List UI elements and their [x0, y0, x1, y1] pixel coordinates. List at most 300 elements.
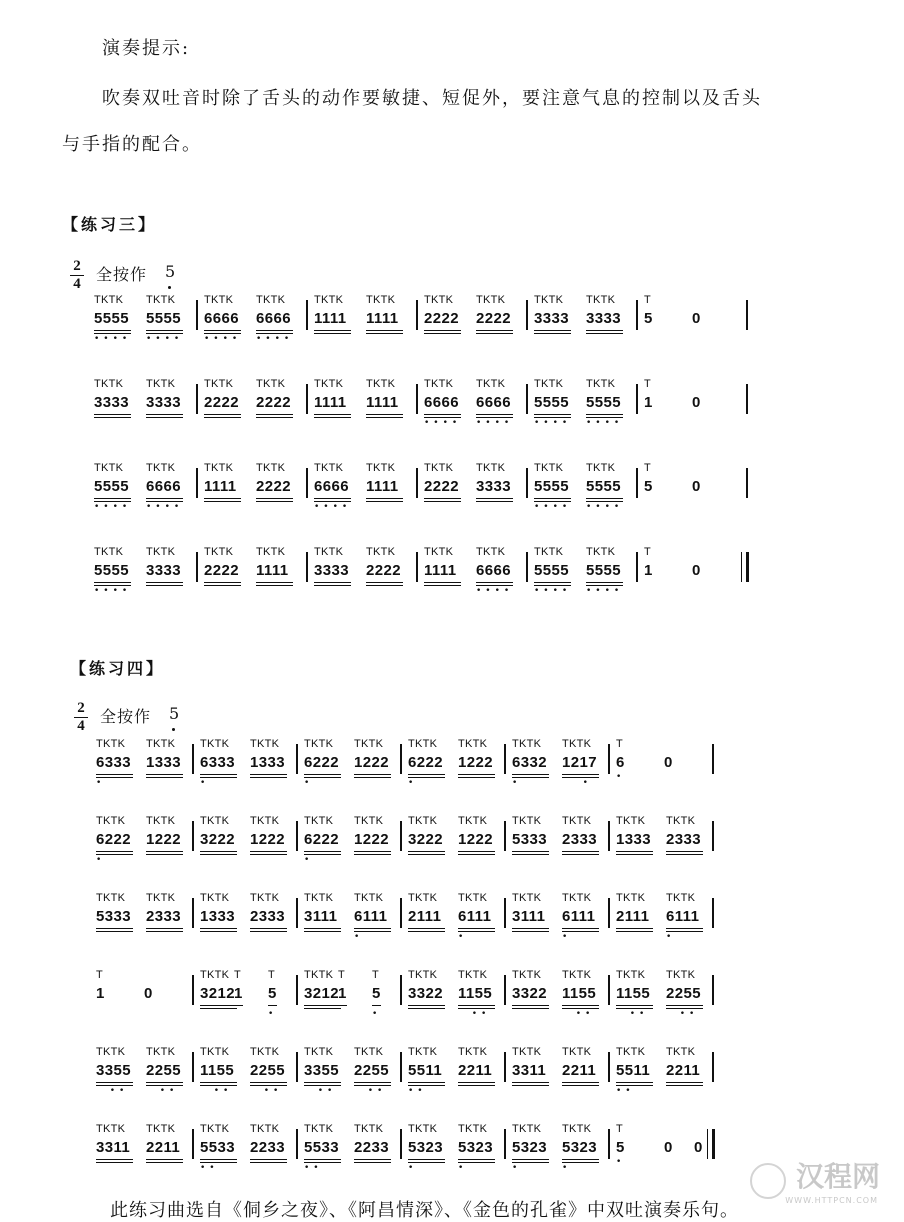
tongue-syllables: TKTK: [616, 815, 646, 827]
beam-line: [94, 414, 131, 415]
beam-line: [146, 854, 183, 855]
octave-dots: ••••: [586, 586, 624, 596]
jianpu-notes: 2111: [408, 908, 442, 925]
jianpu-notes: 6666: [256, 310, 291, 327]
beam-line: [256, 585, 293, 586]
barline: [712, 744, 714, 774]
beam-line: [96, 1082, 133, 1083]
barline: [306, 300, 308, 330]
barline: [306, 468, 308, 498]
jianpu-notes: 3355: [96, 1062, 131, 1079]
octave-dots: ••••: [94, 586, 132, 596]
jianpu-notes: 6666: [476, 394, 511, 411]
octave-dots: ••: [562, 1009, 595, 1019]
beam-line: [458, 774, 495, 775]
octave-dots: •: [268, 1009, 278, 1019]
jianpu-notes: 0: [664, 1139, 673, 1156]
beam-line: [304, 928, 341, 929]
octave-dots: •: [304, 855, 334, 865]
beam-line: [666, 1082, 703, 1083]
jianpu-notes: 6: [616, 754, 625, 771]
beam-line: [234, 1005, 243, 1006]
beam-line: [458, 1005, 495, 1006]
beam-line: [338, 1005, 347, 1006]
octave-dots: •: [354, 932, 384, 942]
beam-line: [408, 1082, 445, 1083]
jianpu-notes: 1155: [200, 1062, 235, 1079]
jianpu-notes: 1111: [424, 562, 457, 579]
tongue-syllables: TKTK: [534, 546, 564, 558]
tongue-syllables: TKTK: [94, 294, 124, 306]
barline: [296, 1052, 298, 1082]
barline: [504, 744, 506, 774]
barline: [416, 468, 418, 498]
tongue-syllables: TKTK: [408, 892, 438, 904]
tongue-syllables: TKTK: [366, 378, 396, 390]
barline: [196, 552, 198, 582]
beam-line: [534, 414, 571, 415]
beam-line: [408, 928, 445, 929]
barline: [296, 821, 298, 851]
jianpu-notes: 1155: [458, 985, 493, 1002]
octave-dots: •: [512, 778, 542, 788]
beam-line: [354, 1159, 391, 1160]
jianpu-notes: 5555: [586, 478, 621, 495]
octave-dots: ••••: [534, 586, 572, 596]
beam-line: [204, 501, 241, 502]
beam-line: [424, 330, 461, 331]
jianpu-notes: 5: [644, 310, 653, 327]
barline: [712, 898, 714, 928]
jianpu-notes: 5511: [616, 1062, 651, 1079]
beam-line: [250, 774, 287, 775]
beam-line: [96, 928, 133, 929]
beam-line: [534, 498, 571, 499]
exercise3-header: [70, 258, 270, 298]
jianpu-notes: 3333: [146, 562, 181, 579]
tongue-syllables: TKTK: [562, 738, 592, 750]
tongue-syllables: TKTK: [458, 738, 488, 750]
beam-line: [146, 774, 183, 775]
barline: [712, 1052, 714, 1082]
tongue-syllables: TKTK: [562, 892, 592, 904]
beam-line: [458, 854, 495, 855]
tongue-syllables: TKTK: [616, 1046, 646, 1058]
beam-line: [94, 330, 131, 331]
jianpu-notes: 2222: [424, 478, 459, 495]
score-row: [94, 546, 754, 630]
beam-line: [200, 854, 237, 855]
beam-line: [146, 498, 183, 499]
jianpu-notes: 6111: [458, 908, 492, 925]
octave-dots: ••: [200, 1163, 233, 1173]
tongue-syllables: TKTK: [250, 738, 280, 750]
tongue-syllables: TKTK: [146, 546, 176, 558]
beam-line: [354, 928, 391, 929]
tongue-syllables: TKTK: [256, 462, 286, 474]
tongue-syllables: TKTK: [304, 738, 334, 750]
jianpu-notes: 6111: [666, 908, 700, 925]
jianpu-notes: 6332: [512, 754, 547, 771]
beam-line: [366, 585, 403, 586]
tongue-syllables: TKTK: [512, 738, 542, 750]
tongue-syllables: TKTK: [476, 546, 506, 558]
barline: [504, 975, 506, 1005]
time-signature-bottom: 4: [74, 717, 88, 735]
barline: [712, 975, 714, 1005]
tongue-syllables: TKTK: [304, 892, 334, 904]
beam-line: [204, 417, 241, 418]
beam-line: [366, 498, 403, 499]
beam-line: [146, 931, 183, 932]
score-row: [96, 1123, 716, 1200]
barline: [608, 1052, 610, 1082]
tongue-syllables: T: [644, 294, 652, 306]
beam-line: [200, 851, 237, 852]
jianpu-notes: 2111: [616, 908, 650, 925]
barline: [608, 744, 610, 774]
beam-line: [146, 414, 183, 415]
octave-dots: •: [616, 1157, 626, 1167]
exercise4-title: 【练习四】: [70, 659, 166, 678]
jianpu-notes: 3222: [408, 831, 443, 848]
beam-line: [250, 851, 287, 852]
barline: [416, 300, 418, 330]
jianpu-notes: 3333: [94, 394, 129, 411]
beam-line: [512, 851, 549, 852]
jianpu-notes: 1222: [354, 831, 389, 848]
beam-line: [366, 330, 403, 331]
final-barline: [746, 552, 749, 582]
tongue-syllables: TKTK: [616, 969, 646, 981]
beam-line: [256, 417, 293, 418]
jianpu-notes: 6666: [204, 310, 239, 327]
beam-line: [512, 928, 549, 929]
octave-dots: ••: [96, 1086, 129, 1096]
tips-line-2: 与手指的配合。: [62, 134, 202, 155]
beam-line: [96, 1159, 133, 1160]
jianpu-notes: 1155: [616, 985, 651, 1002]
tongue-syllables: TKTK: [354, 738, 384, 750]
barline: [608, 975, 610, 1005]
tongue-syllables: TKTK: [354, 892, 384, 904]
octave-dots: ••: [250, 1086, 283, 1096]
jianpu-notes: 3333: [146, 394, 181, 411]
beam-line: [512, 1005, 549, 1006]
tongue-syllables: TKTK: [204, 546, 234, 558]
jianpu-notes: 5555: [94, 562, 129, 579]
jianpu-notes: 1217: [562, 754, 597, 771]
barline: [636, 300, 638, 330]
exercise3-score: [94, 294, 754, 630]
tongue-syllables: TKTK: [314, 462, 344, 474]
final-barline-thin: [741, 552, 742, 582]
beam-line: [204, 498, 241, 499]
jianpu-notes: 0: [692, 310, 701, 327]
jianpu-notes: 2255: [250, 1062, 285, 1079]
beam-line: [314, 498, 351, 499]
jianpu-notes: 6222: [408, 754, 443, 771]
score-row: [96, 738, 716, 815]
jianpu-notes: 5: [372, 985, 381, 1002]
jianpu-notes: 2222: [256, 478, 291, 495]
beam-line: [250, 854, 287, 855]
tongue-syllables: TKTK: [200, 815, 230, 827]
beam-line: [562, 1005, 599, 1006]
barline: [746, 300, 748, 330]
tongue-syllables: TKTK: [96, 738, 126, 750]
jianpu-notes: 5555: [534, 394, 569, 411]
tongue-syllables: T: [644, 462, 652, 474]
barline: [636, 552, 638, 582]
tongue-syllables: TKTK: [666, 815, 696, 827]
key-note-dot: [172, 728, 175, 731]
key-note: 5: [165, 262, 176, 281]
octave-dots: ••••: [534, 502, 572, 512]
octave-dots: ••••: [534, 418, 572, 428]
tongue-syllables: TKTK: [616, 892, 646, 904]
tongue-syllables: TKTK: [200, 892, 230, 904]
beam-line: [616, 851, 653, 852]
tongue-syllables: TKTK: [314, 546, 344, 558]
barline: [636, 384, 638, 414]
beam-line: [146, 1162, 183, 1163]
octave-dots: •: [562, 932, 592, 942]
tongue-syllables: TKTK: [354, 1046, 384, 1058]
jianpu-notes: 2233: [354, 1139, 389, 1156]
jianpu-notes: 3333: [314, 562, 349, 579]
beam-line: [408, 1008, 445, 1009]
beam-line: [94, 417, 131, 418]
beam-line: [562, 851, 599, 852]
beam-line: [512, 854, 549, 855]
tongue-syllables: TKTK: [200, 1123, 230, 1135]
tongue-syllables: TKTK: [314, 294, 344, 306]
jianpu-notes: 3111: [304, 908, 338, 925]
beam-line: [586, 498, 623, 499]
score-row: [96, 969, 716, 1046]
octave-dots: ••••: [476, 586, 514, 596]
octave-dots: ••••: [586, 418, 624, 428]
jianpu-notes: 6333: [96, 754, 131, 771]
barline: [400, 898, 402, 928]
tongue-syllables: TKTK: [666, 1046, 696, 1058]
beam-line: [250, 1082, 287, 1083]
beam-line: [204, 585, 241, 586]
tongue-syllables: T: [96, 969, 104, 981]
tips-line-1: 吹奏双吐音时除了舌头的动作要敏捷、短促外，要注意气息的控制以及舌头: [102, 88, 762, 109]
watermark-brand: 汉程网: [795, 1160, 880, 1193]
beam-line: [146, 417, 183, 418]
beam-line: [424, 414, 461, 415]
beam-line: [146, 330, 183, 331]
jianpu-notes: 6333: [200, 754, 235, 771]
beam-line: [250, 1162, 287, 1163]
beam-line: [616, 854, 653, 855]
jianpu-notes: 3322: [512, 985, 547, 1002]
octave-dots: ••••: [204, 334, 242, 344]
time-signature: [74, 700, 88, 735]
octave-dots: ••: [200, 1086, 233, 1096]
beam-line: [200, 1159, 237, 1160]
tongue-syllables: TKTK: [146, 892, 176, 904]
beam-line: [616, 1082, 653, 1083]
octave-dots: •: [408, 1163, 438, 1173]
jianpu-notes: 5323: [562, 1139, 597, 1156]
beam-line: [250, 1159, 287, 1160]
jianpu-notes: 5: [268, 985, 277, 1002]
jianpu-notes: 5555: [586, 394, 621, 411]
jianpu-notes: 1: [96, 985, 105, 1002]
beam-line: [666, 928, 703, 929]
octave-dots: ••: [354, 1086, 387, 1096]
beam-line: [96, 1162, 133, 1163]
tongue-syllables: TKTK: [586, 294, 616, 306]
tips-title: 演奏提示:: [102, 38, 191, 59]
tongue-syllables: TKTK: [256, 546, 286, 558]
jianpu-notes: 2222: [204, 562, 239, 579]
beam-line: [200, 928, 237, 929]
jianpu-notes: 1222: [458, 831, 493, 848]
time-signature-top: 2: [73, 258, 81, 274]
beam-line: [256, 498, 293, 499]
beam-line: [204, 582, 241, 583]
jianpu-notes: 3212: [200, 985, 235, 1002]
jianpu-notes: 6222: [304, 831, 339, 848]
beam-line: [314, 585, 351, 586]
tongue-syllables: TKTK: [586, 378, 616, 390]
barline: [526, 300, 528, 330]
beam-line: [304, 851, 341, 852]
beam-line: [512, 931, 549, 932]
barline: [296, 975, 298, 1005]
beam-line: [94, 498, 131, 499]
jianpu-notes: 1: [644, 394, 653, 411]
beam-line: [562, 928, 599, 929]
jianpu-notes: 1333: [146, 754, 181, 771]
jianpu-notes: 2222: [476, 310, 511, 327]
tongue-syllables: T: [372, 969, 380, 981]
jianpu-notes: 5555: [94, 478, 129, 495]
octave-dots: ••: [408, 1086, 441, 1096]
jianpu-notes: 1155: [562, 985, 597, 1002]
beam-line: [146, 582, 183, 583]
barline: [504, 1129, 506, 1159]
jianpu-notes: 5333: [512, 831, 547, 848]
tongue-syllables: TKTK: [512, 815, 542, 827]
beam-line: [534, 330, 571, 331]
barline: [400, 1129, 402, 1159]
tongue-syllables: TKTK: [458, 969, 488, 981]
jianpu-notes: 1111: [256, 562, 289, 579]
tongue-syllables: TKTK: [562, 969, 592, 981]
tongue-syllables: TKTK: [96, 892, 126, 904]
time-signature-top: 2: [77, 700, 85, 716]
jianpu-notes: 2233: [250, 1139, 285, 1156]
jianpu-notes: 1222: [458, 754, 493, 771]
jianpu-notes: 2222: [204, 394, 239, 411]
tongue-syllables: TKTK: [304, 815, 334, 827]
beam-line: [476, 414, 513, 415]
beam-line: [304, 1159, 341, 1160]
beam-line: [200, 1008, 237, 1009]
barline: [192, 821, 194, 851]
jianpu-notes: 3322: [408, 985, 443, 1002]
tongue-syllables: TKTK: [408, 815, 438, 827]
jianpu-notes: 0: [144, 985, 153, 1002]
jianpu-notes: 6111: [562, 908, 596, 925]
score-row: [94, 378, 754, 462]
tongue-syllables: TKTK: [200, 969, 230, 981]
tongue-syllables: TKTK: [562, 1123, 592, 1135]
jianpu-notes: 3333: [534, 310, 569, 327]
jianpu-notes: 2255: [666, 985, 701, 1002]
key-label: 全按作: [96, 265, 148, 284]
tongue-syllables: T: [644, 378, 652, 390]
exercise4-score: [96, 738, 716, 1200]
key-note: 5: [169, 704, 180, 723]
barline: [306, 552, 308, 582]
beam-line: [256, 330, 293, 331]
beam-line: [304, 1005, 341, 1006]
score-row: [94, 462, 754, 546]
jianpu-notes: 1111: [314, 310, 347, 327]
tongue-syllables: TKTK: [146, 1046, 176, 1058]
tongue-syllables: TKTK: [562, 1046, 592, 1058]
barline: [746, 468, 748, 498]
tongue-syllables: TKTK: [146, 738, 176, 750]
octave-dots: •: [562, 778, 592, 788]
beam-line: [476, 501, 513, 502]
score-row: [96, 892, 716, 969]
beam-line: [458, 1159, 495, 1160]
barline: [400, 1052, 402, 1082]
beam-line: [256, 501, 293, 502]
beam-line: [458, 1082, 495, 1083]
tongue-syllables: T: [616, 738, 624, 750]
jianpu-notes: 1222: [250, 831, 285, 848]
tongue-syllables: TKTK: [666, 969, 696, 981]
beam-line: [562, 854, 599, 855]
jianpu-notes: 2211: [666, 1062, 701, 1079]
jianpu-notes: 1111: [366, 478, 399, 495]
jianpu-notes: 6666: [146, 478, 181, 495]
tongue-syllables: TKTK: [512, 892, 542, 904]
jianpu-notes: 2255: [146, 1062, 181, 1079]
beam-line: [408, 931, 445, 932]
beam-line: [562, 1082, 599, 1083]
octave-dots: ••••: [424, 418, 462, 428]
beam-line: [512, 1159, 549, 1160]
beam-line: [512, 1082, 549, 1083]
tongue-syllables: TKTK: [586, 462, 616, 474]
jianpu-notes: 3222: [200, 831, 235, 848]
tongue-syllables: TKTK: [586, 546, 616, 558]
jianpu-notes: 5511: [408, 1062, 443, 1079]
beam-line: [250, 928, 287, 929]
barline: [416, 552, 418, 582]
jianpu-notes: 0: [664, 754, 673, 771]
beam-line: [314, 414, 351, 415]
beam-line: [372, 1005, 381, 1006]
beam-line: [354, 851, 391, 852]
jianpu-notes: 5323: [458, 1139, 493, 1156]
jianpu-notes: 1: [644, 562, 653, 579]
jianpu-notes: 3333: [586, 310, 621, 327]
barline: [526, 384, 528, 414]
beam-line: [616, 928, 653, 929]
tongue-syllables: TKTK: [458, 1123, 488, 1135]
